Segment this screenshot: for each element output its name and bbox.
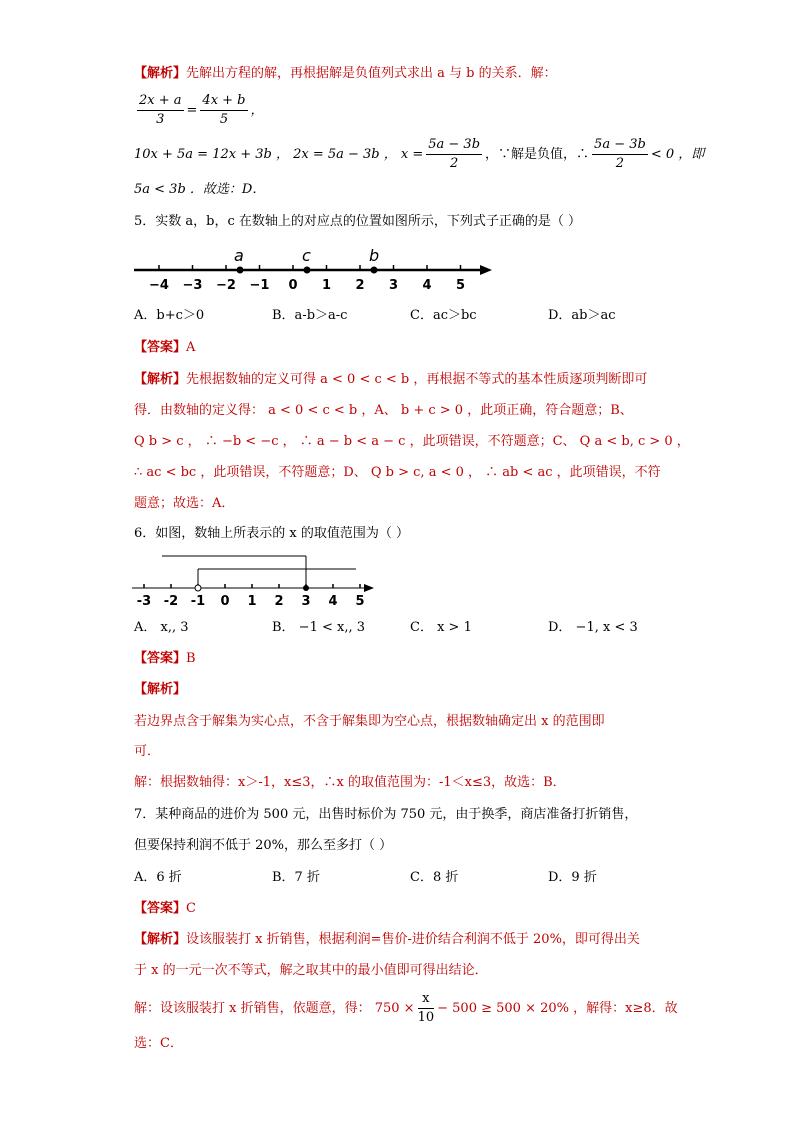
q5-analysis-line: 题意；故选：A． xyxy=(134,496,235,511)
q5-analysis-line: 得．由数轴的定义得： a < 0 < c < b ，A、 b + c > 0 ，此项正确，符合题意；B、 xyxy=(134,403,633,418)
q5-stem: 5．实数 a，b，c 在数轴上的对应点的位置如图所示，下列式子正确的是（ ） xyxy=(134,214,582,229)
q5-option-c: C．ac＞bc xyxy=(410,308,477,323)
tick-label: 0 xyxy=(288,278,298,293)
q7-answer: 【答案】C xyxy=(134,901,196,916)
q6-answer: 【答案】B xyxy=(134,651,196,666)
q6-option-a: A． x,, 3 xyxy=(134,620,189,635)
q6-analysis-tag: 【解析】 xyxy=(134,682,187,697)
q5-analysis-line: Q b > c ， ∴ −b < −c ， ∴ a − b < a − c ，此项错误，不符题意；C、 Q a < b, c > 0 ， xyxy=(134,434,690,449)
open-point xyxy=(195,585,201,591)
fraction: $\frac{5a - 3b}{2}$ xyxy=(428,137,481,171)
q5-number-line xyxy=(130,244,500,294)
tick-label: 3 xyxy=(301,594,311,609)
q6-option-d: D． −1, x < 3 xyxy=(548,620,638,635)
tick-label: 4 xyxy=(422,278,432,293)
q6-analysis-line: 若边界点含于解集为实心点，不含于解集即为空心点，根据数轴确定出 x 的范围即 xyxy=(134,714,605,729)
label-a: a xyxy=(234,246,244,265)
q5-analysis-line: ∴ ac < bc ，此项错误，不符题意；D、 Q b > c, a < 0 ， ∴ ab < ac ，此项错误，不符 xyxy=(134,465,661,480)
label-c: c xyxy=(302,246,311,265)
tick-label: −1 xyxy=(249,278,270,293)
tick-label: 5 xyxy=(355,594,365,609)
point-b xyxy=(371,267,378,274)
tick-label: 3 xyxy=(388,278,399,293)
q5-analysis-line: 【解析】先根据数轴的定义可得 a < 0 < c < b ，再根据不等式的基本性质逐项判断即可 xyxy=(134,372,648,387)
tick-label: 2 xyxy=(274,594,284,609)
q6-analysis-line: 解：根据数轴得：x＞-1，x≤3，∴x 的取值范围为：-1＜x≤3，故选：B． xyxy=(134,775,566,790)
q7-stem: 7．某种商品的进价为 500 元，出售时标价为 750 元，由于换季，商店准备打折销售， xyxy=(134,807,638,822)
q7-solution-end: 选：C． xyxy=(134,1036,183,1051)
tick-label: 1 xyxy=(321,278,332,293)
tick-label: -2 xyxy=(163,594,179,609)
analysis-text: 先解出方程的解，再根据解是负值列式求出 a 与 b 的关系．解： xyxy=(186,66,557,81)
tick-label: −2 xyxy=(216,278,236,293)
point-c xyxy=(304,267,311,274)
q7-option-c: C．8 折 xyxy=(410,870,459,885)
tick-label: 4 xyxy=(328,594,338,609)
q7-option-a: A．6 折 xyxy=(134,870,182,885)
analysis-tag: 【解析】 xyxy=(134,66,187,81)
tick-label: -1 xyxy=(190,594,206,609)
tick-label: 1 xyxy=(247,594,257,609)
fraction: $\frac{4x + b}{5}$ xyxy=(202,93,246,127)
q7-stem: 但要保持利润不低于 20%，那么至多打（ ） xyxy=(134,838,393,853)
tick-label: −4 xyxy=(149,278,169,293)
label-b: b xyxy=(369,246,380,265)
solid-point xyxy=(303,585,309,591)
q4-conclusion: 5a < 3b ．故选：D． xyxy=(134,182,266,197)
q7-option-d: D．9 折 xyxy=(548,870,597,885)
tick-label: −3 xyxy=(182,278,203,293)
q7-analysis-line: 于 x 的一元一次不等式，解之取其中的最小值即可得出结论． xyxy=(134,963,488,978)
q7-option-b: B．7 折 xyxy=(272,870,320,885)
q4-analysis-line xyxy=(134,64,557,84)
tick-label: 2 xyxy=(355,278,365,293)
q6-analysis-line: 可． xyxy=(134,744,161,759)
q5-option-b: B．a-b＞a-c xyxy=(272,308,348,323)
fraction: $\frac{x}{10}$ xyxy=(417,991,435,1025)
q5-option-d: D．ab＞ac xyxy=(548,308,616,323)
q5-answer: 【答案】A xyxy=(134,340,196,355)
q6-option-c: C． x > 1 xyxy=(410,620,472,635)
q5-option-a: A．b+c＞0 xyxy=(134,308,205,323)
q4-equation: $\frac{2x + a}{3}$ = $\frac{4x + b}{5}$ ， xyxy=(139,93,264,127)
tick-label: 5 xyxy=(455,278,466,293)
fraction: $\frac{5a - 3b}{2}$ xyxy=(594,137,646,171)
tick-label: 0 xyxy=(220,594,230,609)
q6-number-line xyxy=(130,550,380,610)
point-a xyxy=(237,267,244,274)
q6-stem: 6．如图，数轴上所表示的 x 的取值范围为（ ） xyxy=(134,526,409,541)
tick-label: -3 xyxy=(136,594,152,609)
q7-analysis-line: 【解析】设该服装打 x 折销售，根据利润=售价-进价结合利润不低于 20%，即可得出关 xyxy=(134,932,640,947)
q4-solution-line: 10x + 5a = 12x + 3b ， 2x = 5a − 3b ， x = $\frac{5a - 3b}{2}$ ，∵解是负值，∴ $\frac{5a - 3b}{2}$ < 0 ，即 xyxy=(134,137,705,171)
fraction: $\frac{2x + a}{3}$ xyxy=(139,93,182,127)
q7-solution: 解：设该服装打 x 折销售，依题意，得： 750 × $\frac{x}{10}$ − 500 ≥ 500 × 20% ，解得：x≥8．故 xyxy=(134,991,678,1025)
q6-option-b: B． −1 < x,, 3 xyxy=(272,620,366,635)
